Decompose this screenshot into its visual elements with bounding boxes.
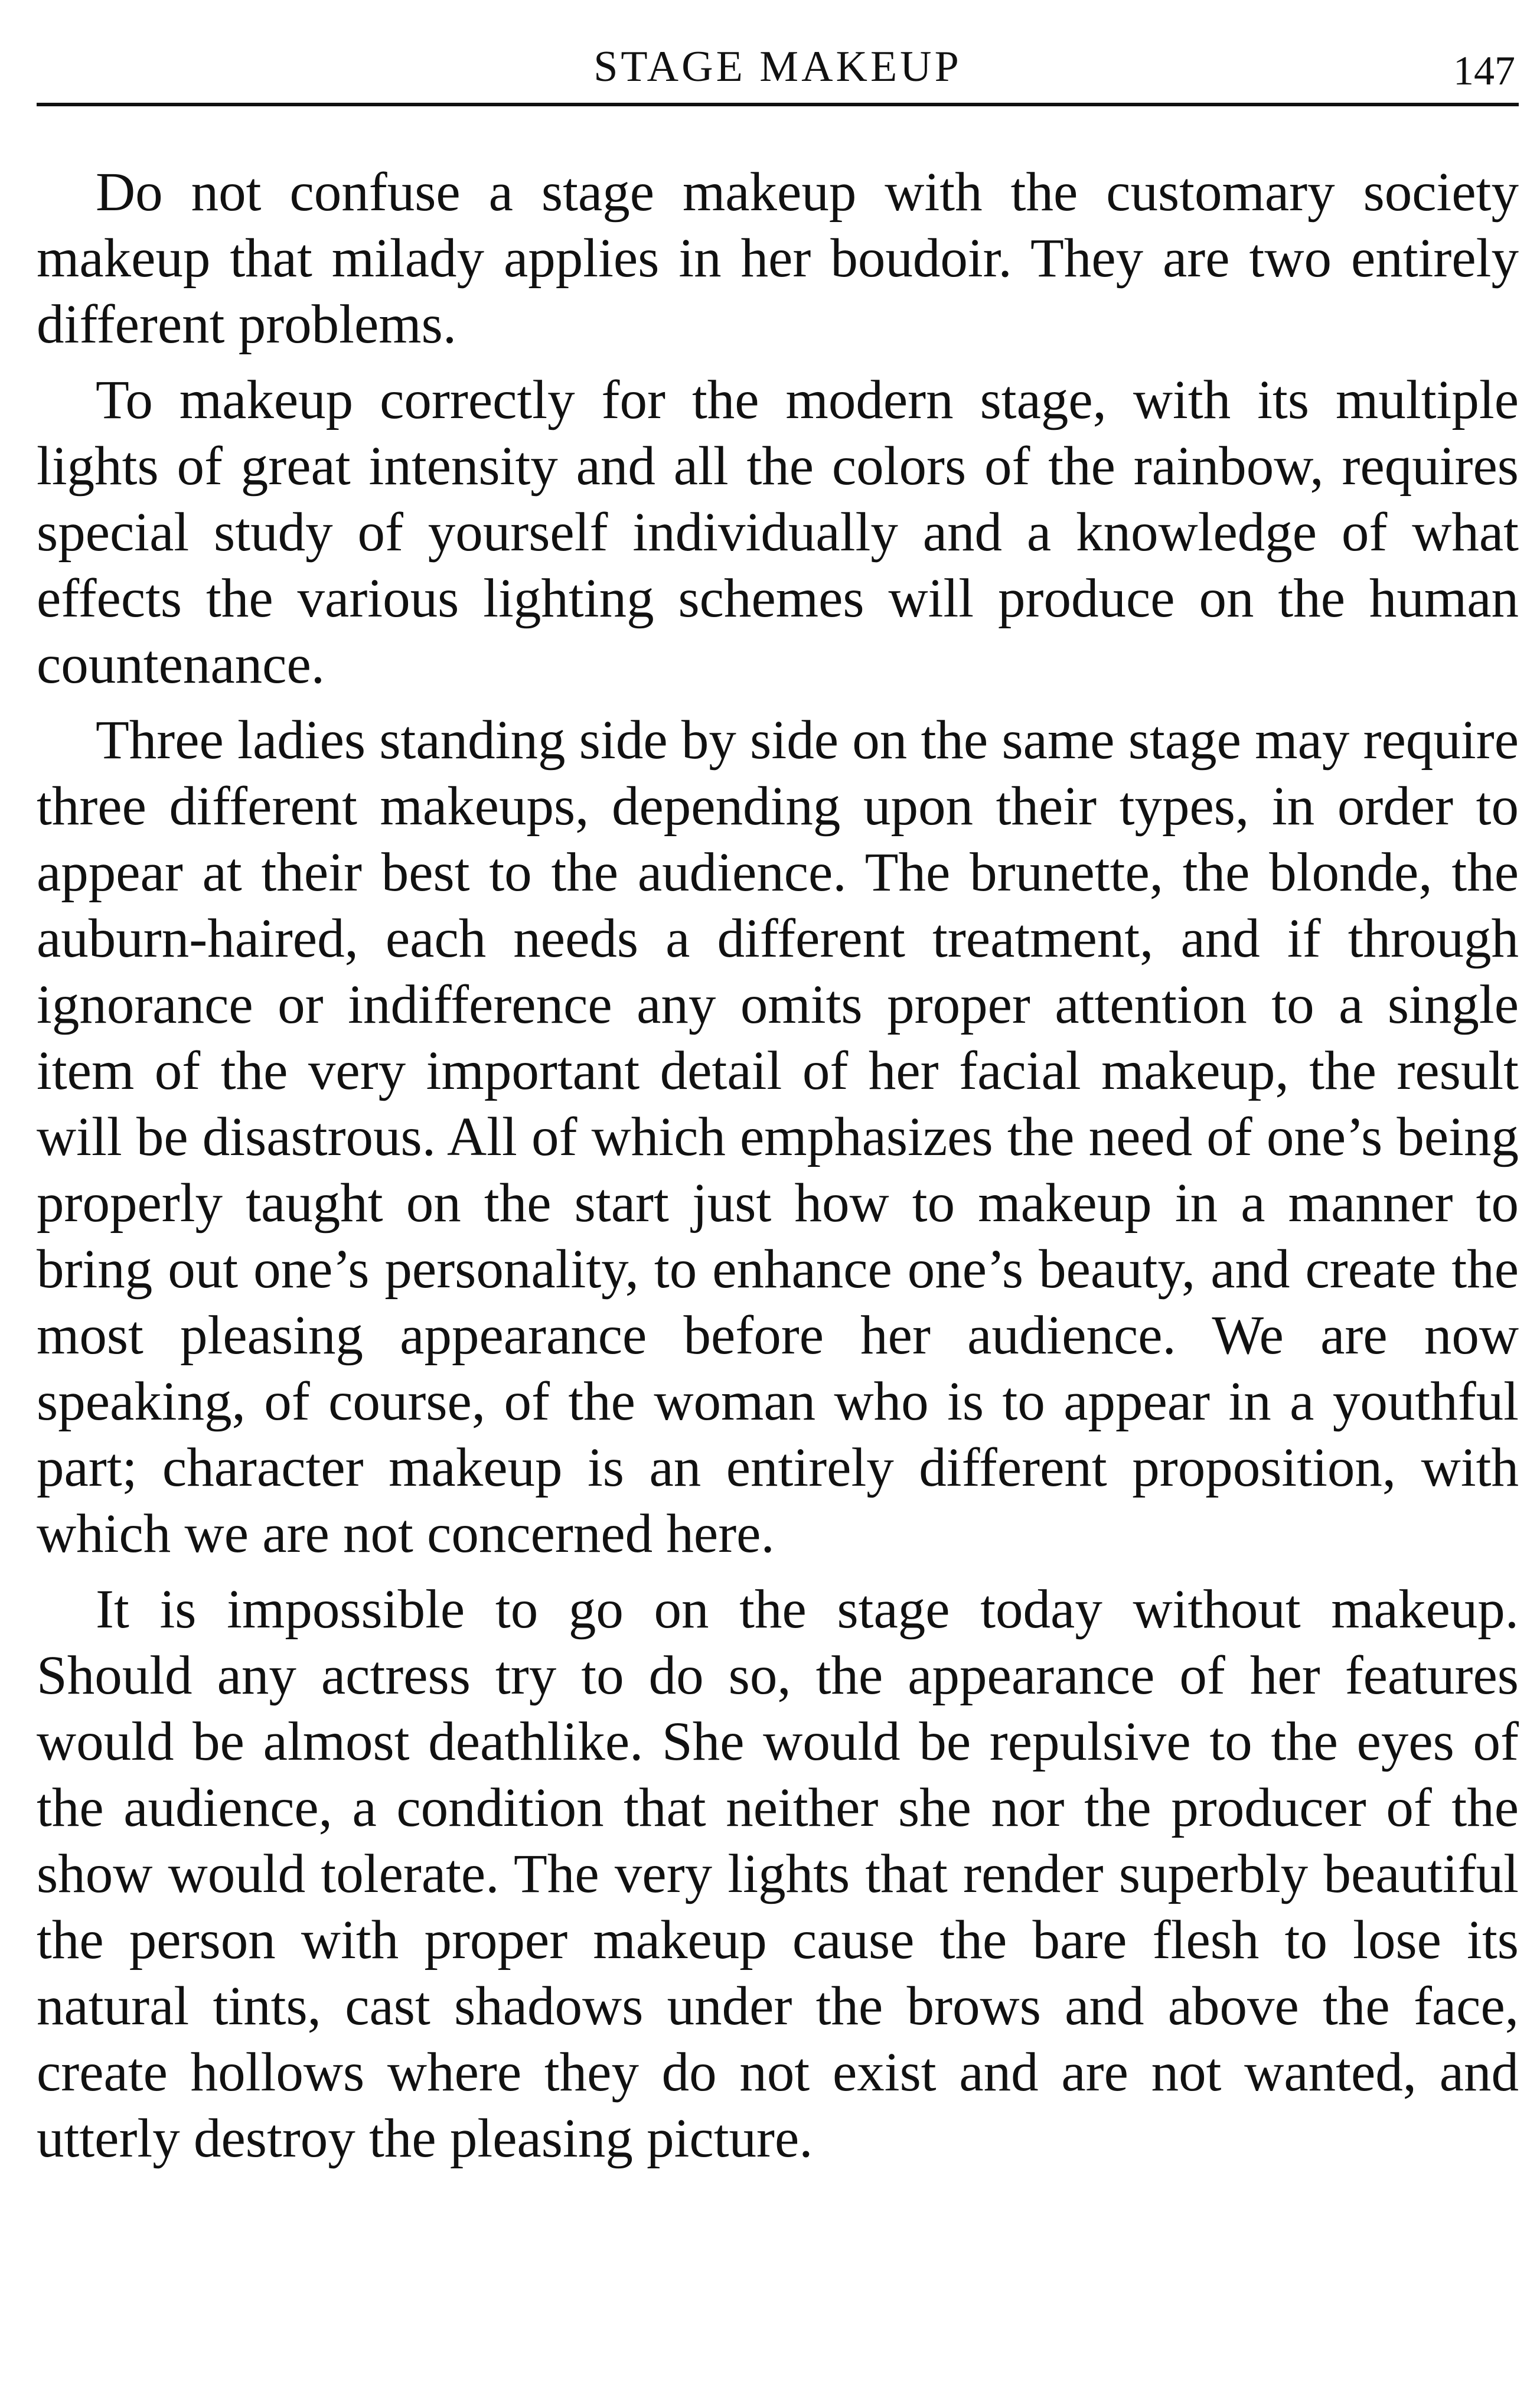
paragraph: Three ladies standing side by side on the same stage may require three different makeups, depending upon their types, in order to appear at their best to the audience. The brunette, the blonde, the auburn-haired, each needs a different treatment, and if through ignorance or indifference any omits proper attention to a single item of the very important detail of her facial makeup, the result will be disastrous. All of which emphasizes the need of one’s being properly taught on the start just how to makeup in a manner to bring out one’s personality, to enhance one’s beauty, and create the most pleasing appearance before her audience. We are now speaking, of course, of the woman who is to appear in a youthful part; character makeup is an entirely different proposition, with which we are not concerned here.	[37, 710, 1519, 1564]
paragraph: It is impossible to go on the stage today without makeup. Should any actress try to do so, the appearance of her features would be almost deathlike. She would be repulsive to the eyes of the audience, a condition that neither she nor the producer of the show would tolerate. The very lights that render superbly beautiful the person with proper makeup cause the bare flesh to lose its natural tints, cast shadows under the brows and above the face, create hollows where they do not exist and are not wanted, and utterly destroy the pleasing picture.	[37, 1579, 1519, 2169]
page-number: 147	[1453, 48, 1515, 94]
book-page	[37, 0, 1519, 2401]
running-title: STAGE MAKEUP	[593, 43, 962, 91]
paragraph: Do not confuse a stage makeup with the customary society makeup that milady applies in her boudoir. They are two entirely different problems.	[37, 162, 1519, 355]
body-text	[37, 159, 1519, 2181]
header-rule	[37, 103, 1519, 106]
running-header	[37, 34, 1519, 99]
paragraph: To makeup correctly for the modern stage, with its multiple lights of great intensity and all the colors of the rainbow, requires special study of yourself individually and a knowledge of what effects the various lighting schemes will produce on the human countenance.	[37, 370, 1519, 695]
